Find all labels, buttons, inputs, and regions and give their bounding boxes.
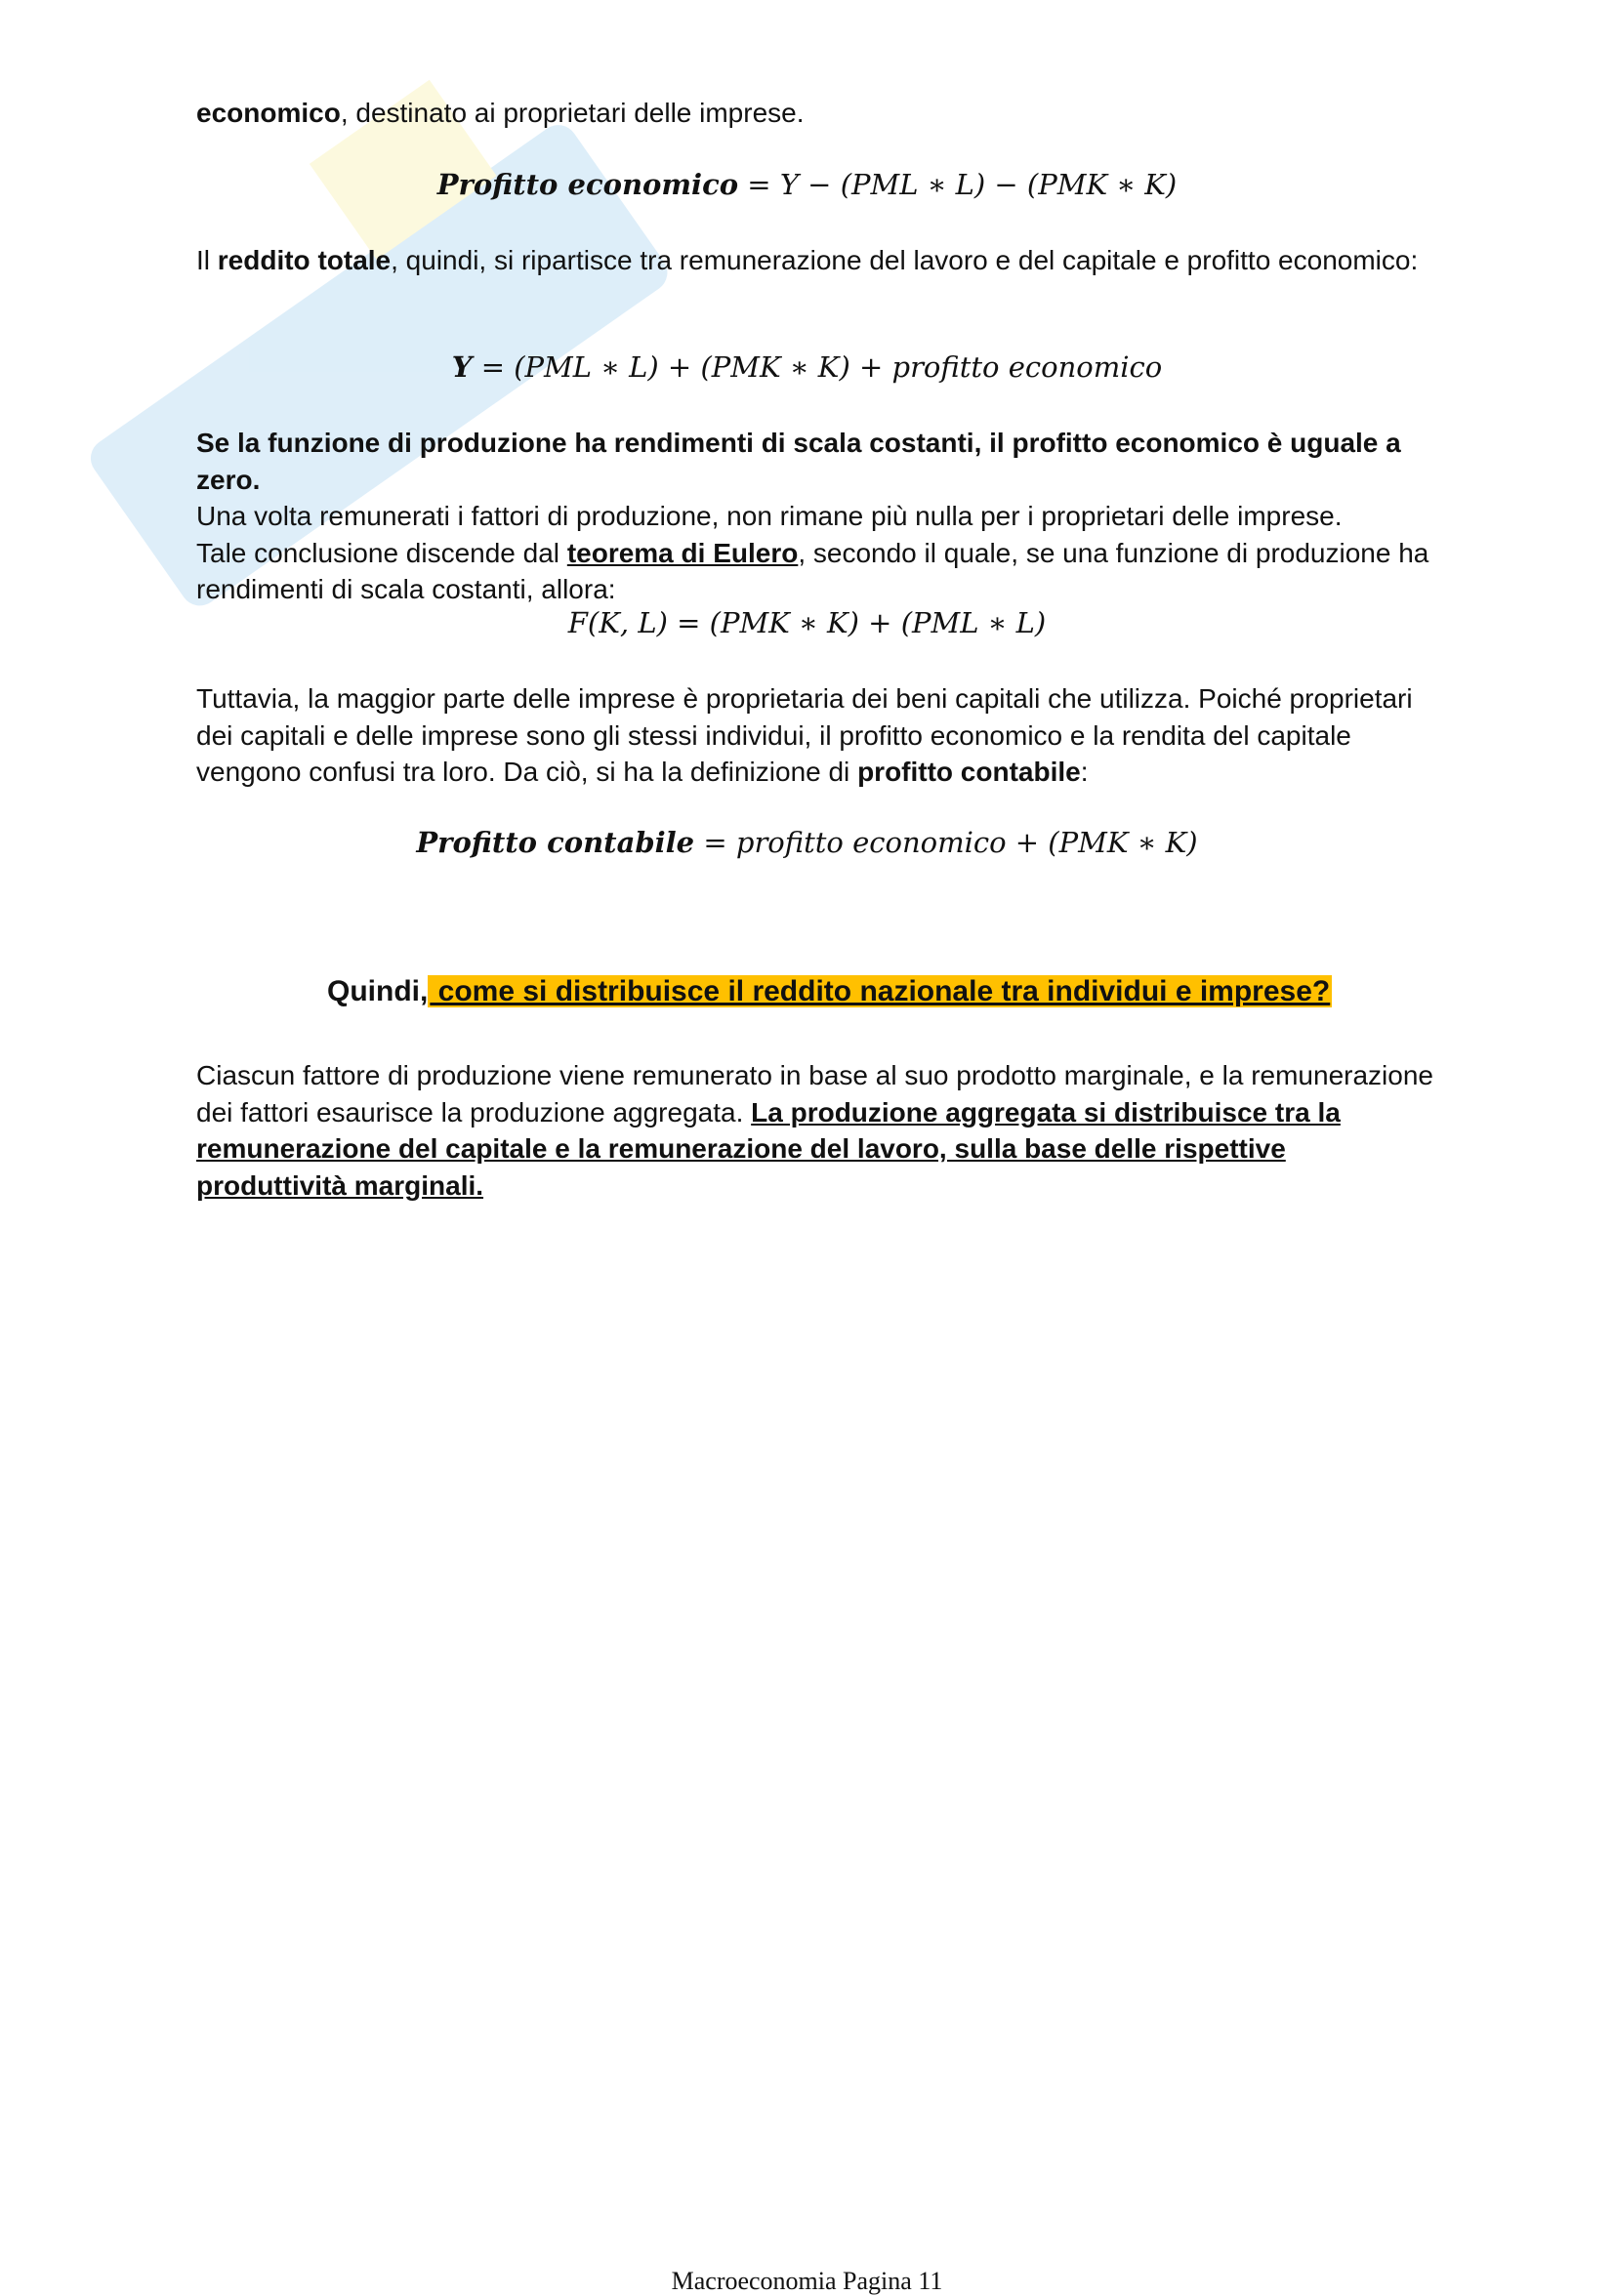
eulero-paragraph: [196, 425, 1436, 608]
p3-text-b: , secondo il quale, se una funzione di produzione ha rendimenti di scala costanti, allora:: [196, 537, 1429, 604]
p2-bold: reddito totale: [217, 245, 392, 275]
p4-text-b: :: [1080, 757, 1089, 787]
p4-bold: profitto contabile: [857, 757, 1081, 787]
p5-bold-underlined: La produzione aggregata si distribuisce tra la remunerazione del capitale e la remunerazione del lavoro, sulla base delle rispettive produttività marginali.: [196, 1096, 1341, 1201]
equation-eulero: [0, 606, 1614, 639]
heading-highlight: come si distribuisce il reddito nazionale tra individui e imprese?: [430, 975, 1331, 1007]
equation-reddito: [0, 350, 1614, 384]
p2-text-b: , quindi, si ripartisce tra remunerazione del lavoro e del capitale e profitto economico:: [391, 245, 1419, 275]
eq4-lhs: Profitto contabile: [416, 826, 695, 859]
p3-bold: Se la funzione di produzione ha rendimenti di scala costanti, il profitto economico è uguale a zero.: [196, 428, 1401, 495]
p5-text: Ciascun fattore di produzione viene remunerato in base al suo prodotto marginale, e la remunerazione dei fattori esaurisce la produzione aggregata.: [196, 1060, 1433, 1128]
eq2-rhs: = (PML ∗ L) + (PMK ∗ K) + profitto economico: [472, 350, 1163, 384]
intro-text: , destinato ai proprietari delle imprese.: [340, 98, 805, 128]
p2-text-a: Il: [196, 245, 218, 275]
section-heading: [327, 972, 1332, 1011]
equation-profitto-economico: [0, 168, 1614, 201]
p4-text-a: Tuttavia, la maggior parte delle imprese è proprietaria dei beni capitali che utilizza. Poiché proprietari dei capitali e delle imprese sono gli stessi individui, il profitto economico e la rendita del capitale vengono confusi tra loro. Da ciò, si ha la definizione di: [196, 683, 1413, 787]
eq2-lhs: Y: [451, 350, 473, 384]
intro-paragraph: [196, 95, 1436, 132]
equation-profitto-contabile: [0, 826, 1614, 859]
page-footer: Macroeconomia Pagina 11: [671, 2267, 943, 2295]
eq1-lhs: Profitto economico: [436, 168, 739, 201]
intro-bold: economico: [196, 98, 341, 128]
eq3-text: F(K, L) = (PMK ∗ K) + (PML ∗ L): [567, 606, 1047, 639]
p3-text-a: Tale conclusione discende dal: [196, 537, 567, 568]
eq1-rhs: = Y − (PML ∗ L) − (PMK ∗ K): [738, 168, 1178, 201]
p3-line2: Una volta remunerati i fattori di produzione, non rimane più nulla per i proprietari delle imprese.: [196, 501, 1343, 531]
conclusion-paragraph: [196, 1057, 1436, 1204]
profitto-contabile-paragraph: [196, 680, 1436, 791]
heading-text: Quindi,: [327, 975, 429, 1007]
eq4-rhs: = profitto economico + (PMK ∗ K): [694, 826, 1198, 859]
teorema-eulero-link: teorema di Eulero: [566, 537, 799, 568]
reddito-totale-paragraph: [196, 242, 1436, 279]
